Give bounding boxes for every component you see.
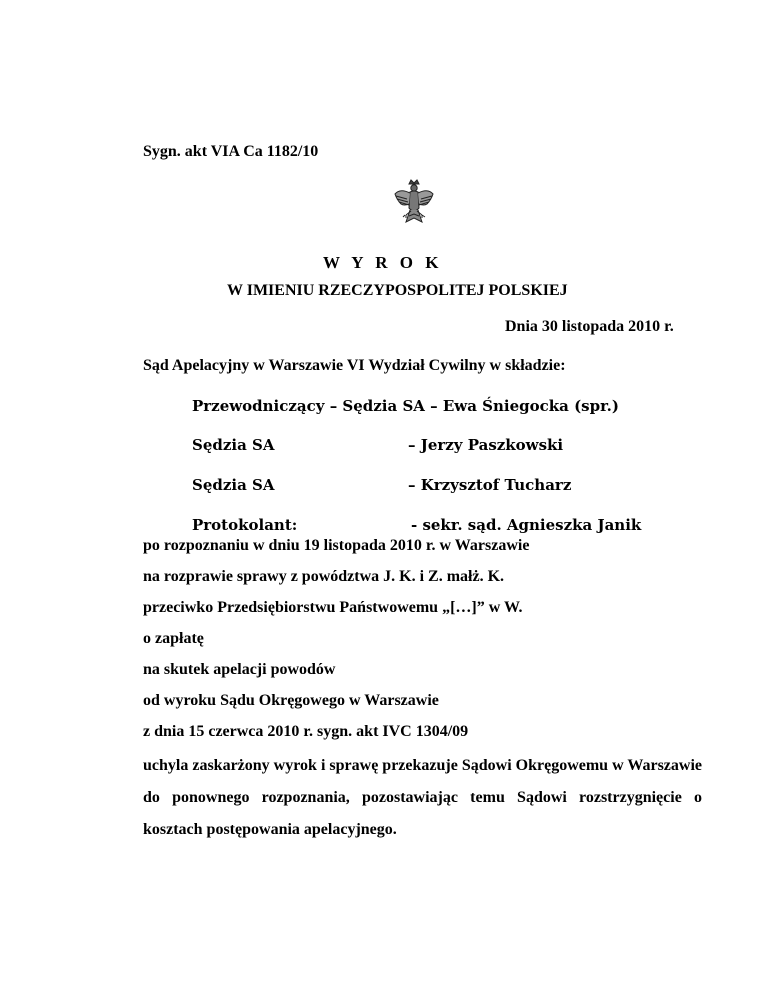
judge-2-name: – Krzysztof Tucharz: [408, 476, 572, 494]
polish-eagle-emblem-icon: [392, 178, 436, 230]
judge-1-name: – Jerzy Paszkowski: [408, 436, 564, 454]
body-line-5: na skutek apelacji powodów: [143, 661, 336, 678]
judgment-title: W Y R O K: [323, 253, 443, 272]
clerk-role: Protokolant:: [192, 516, 298, 534]
judgment-date: Dnia 30 listopada 2010 r.: [505, 318, 674, 335]
case-number: Sygn. akt VIA Ca 1182/10: [143, 143, 319, 160]
body-line-4: o zapłatę: [143, 630, 204, 647]
judge-2-role: Sędzia SA: [192, 476, 275, 494]
body-line-3: przeciwko Przedsiębiorstwu Państwowemu „[…]” w W.: [143, 599, 523, 616]
ruling-paragraph: uchyla zaskarżony wyrok i sprawę przekazuje Sądowi Okręgowemu w Warszawie do ponownego rozpoznania, pozostawiając temu Sądowi rozstrzygnięcie o kosztach postępowania apelacyjnego.: [143, 757, 702, 838]
body-line-6: od wyroku Sądu Okręgowego w Warszawie: [143, 692, 439, 709]
body-line-2: na rozprawie sprawy z powództwa J. K. i Z. małż. K.: [143, 568, 505, 585]
clerk-name: - sekr. sąd. Agnieszka Janik: [411, 516, 642, 534]
body-line-7: z dnia 15 czerwca 2010 r. sygn. akt IVC 1304/09: [143, 723, 469, 740]
judge-1-role: Sędzia SA: [192, 436, 275, 454]
presiding-judge: Przewodniczący – Sędzia SA – Ewa Śniegocka (spr.): [192, 397, 619, 415]
court-composition-line: Sąd Apelacyjny w Warszawie VI Wydział Cywilny w składzie:: [143, 357, 566, 374]
body-line-1: po rozpoznaniu w dniu 19 listopada 2010 r. w Warszawie: [143, 537, 530, 554]
judgment-subtitle: W IMIENIU RZECZYPOSPOLITEJ POLSKIEJ: [227, 282, 568, 299]
